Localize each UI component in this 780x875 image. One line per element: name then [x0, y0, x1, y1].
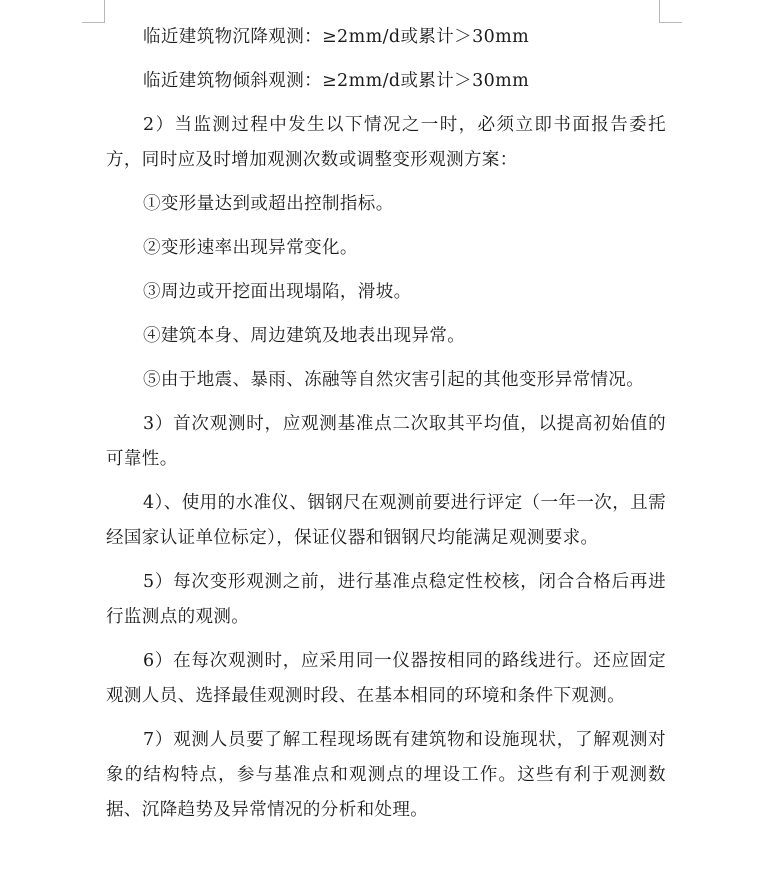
paragraph: 3）首次观测时，应观测基准点二次取其平均值，以提高初始值的可靠性。: [106, 414, 666, 469]
document-body: [106, 20, 666, 837]
paragraph: 4）、使用的水准仪、铟钢尺在观测前要进行评定（一年一次，且需经国家认证单位标定），保证仪器和铟钢尺均能满足观测要求。: [106, 493, 666, 548]
paragraph: 2）当监测过程中发生以下情况之一时，必须立即书面报告委托方，同时应及时增加观测次数或调整变形观测方案：: [106, 115, 666, 170]
paragraph: 6）在每次观测时，应采用同一仪器按相同的路线进行。还应固定观测人员、选择最佳观测时段、在基本相同的环境和条件下观测。: [106, 651, 666, 706]
paragraph: 7）观测人员要了解工程现场既有建筑物和设施现状，了解观测对象的结构特点，参与基准点和观测点的埋设工作。这些有利于观测数据、沉降趋势及异常情况的分析和处理。: [106, 730, 666, 820]
paragraph: 临近建筑物倾斜观测：≥2mm/d或累计＞30mm: [143, 71, 530, 91]
list-item: ④建筑本身、周边建筑及地表出现异常。: [143, 326, 466, 346]
paragraph: 5）每次变形观测之前，进行基准点稳定性校核，闭合合格后再进行监测点的观测。: [106, 572, 666, 627]
list-item: ⑤由于地震、暴雨、冻融等自然灾害引起的其他变形异常情况。: [143, 370, 645, 390]
list-item: ②变形速率出现异常变化。: [143, 238, 358, 258]
list-item: ③周边或开挖面出现塌陷，滑坡。: [143, 282, 412, 302]
list-item: ①变形量达到或超出控制指标。: [143, 194, 394, 214]
margin-corner-mark-left: [82, 0, 105, 23]
paragraph: 临近建筑物沉降观测：≥2mm/d或累计＞30mm: [143, 27, 530, 47]
